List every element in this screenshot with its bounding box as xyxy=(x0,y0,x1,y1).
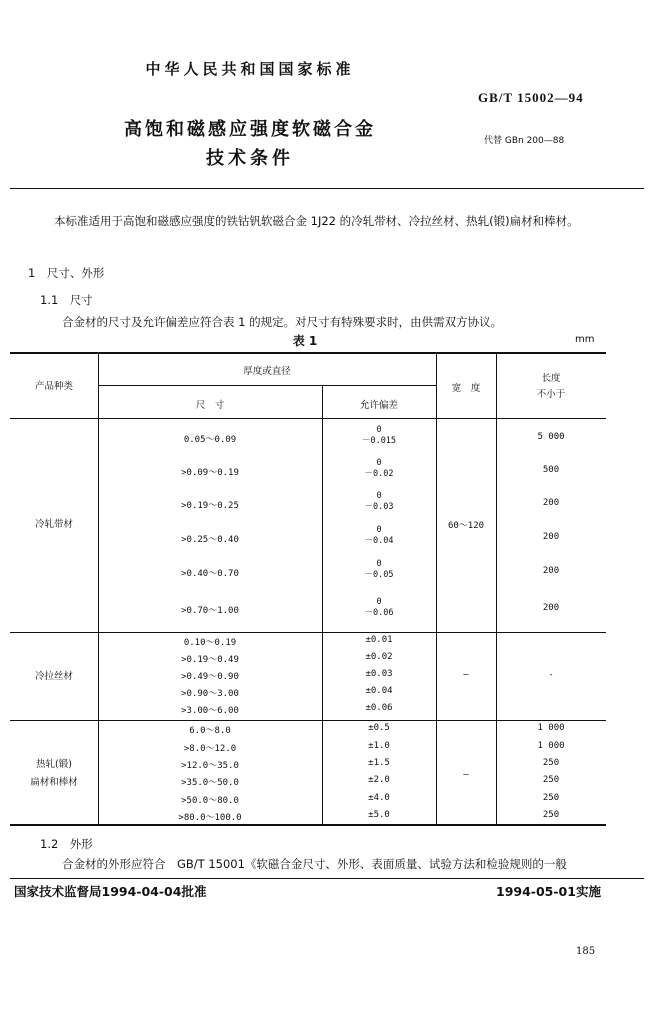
tolerance-lower: －0.05 xyxy=(364,570,394,580)
length-cell: 200 xyxy=(542,566,560,576)
size-cell: >0.09～0.19 xyxy=(181,468,239,478)
intro-paragraph: 本标准适用于高饱和磁感应强度的铁钴钒软磁合金 1J22 的冷轧带材、冷拉丝材、热轧(锻)扁材和棒材。 xyxy=(54,214,579,228)
length-cell: 5 000 xyxy=(537,432,565,442)
effective-date: 1994-05-01实施 xyxy=(496,884,601,899)
document-title-line2: 技术条件 xyxy=(206,148,294,169)
tolerance-lower: －0.03 xyxy=(364,502,394,512)
width-hot-rolled: — xyxy=(463,770,469,780)
section-1-1-text: 合金材的尺寸及允许偏差应符合表 1 的规定。对尺寸有特殊要求时，由供需双方协议。 xyxy=(62,315,503,329)
size-cell: >80.0～100.0 xyxy=(178,813,242,823)
header-product: 产品种类 xyxy=(34,381,73,392)
tolerance-cell: ±0.01 xyxy=(365,635,393,645)
section-1-2-title: 1.2 外形 xyxy=(40,837,93,851)
tolerance-lower: －0.06 xyxy=(364,608,394,618)
size-cell: >8.0～12.0 xyxy=(183,744,237,754)
footer-divider xyxy=(10,878,644,879)
table-bottom-border xyxy=(10,824,606,826)
standard-number: GB/T 15002—94 xyxy=(478,90,584,105)
tolerance-upper: 0 xyxy=(376,491,382,501)
header-width: 宽 度 xyxy=(451,383,481,394)
header-thickness-group: 厚度或直径 xyxy=(243,366,291,377)
size-cell: >0.90～3.00 xyxy=(181,689,239,699)
length-cell: 250 xyxy=(542,793,560,803)
length-cell: 200 xyxy=(542,532,560,542)
size-cell: >12.0～35.0 xyxy=(181,761,239,771)
size-cell: >0.19～0.25 xyxy=(181,501,239,511)
table-unit: mm xyxy=(575,334,595,345)
length-cell: 250 xyxy=(542,775,560,785)
tolerance-cell: ±0.06 xyxy=(365,703,393,713)
tolerance-cell: ±4.0 xyxy=(368,793,390,803)
size-cell: >0.19～0.49 xyxy=(181,655,239,665)
table-header-bottom-line xyxy=(10,418,606,419)
length-cold-drawn: - xyxy=(548,670,554,680)
tolerance-lower: －0.015 xyxy=(361,436,397,446)
size-cell: >0.25～0.40 xyxy=(181,535,239,545)
header-tolerance: 允许偏差 xyxy=(359,400,398,411)
tolerance-cell: ±0.5 xyxy=(368,723,390,733)
section-1-2-text: 合金材的外形应符合 GB/T 15001《软磁合金尺寸、外形、表面质量、试验方法和检验规则的一般 xyxy=(62,857,567,871)
size-cell: >0.40～0.70 xyxy=(181,569,239,579)
size-cell: 6.0～8.0 xyxy=(189,726,231,736)
document-title-line1: 高饱和磁感应强度软磁合金 xyxy=(124,119,376,140)
header-divider xyxy=(10,188,644,189)
category-hot-rolled-line2: 扁材和棒材 xyxy=(30,777,78,788)
size-cell: 0.05～0.09 xyxy=(183,435,237,445)
size-cell: >50.0～80.0 xyxy=(181,796,239,806)
size-cell: >0.70～1.00 xyxy=(181,606,239,616)
size-cell: >3.00～6.00 xyxy=(181,706,239,716)
tolerance-upper: 0 xyxy=(376,458,382,468)
category-cold-drawn-wire: 冷拉丝材 xyxy=(34,671,73,682)
tolerance-cell: ±2.0 xyxy=(368,775,390,785)
approval-statement: 国家技术监督局1994-04-04批准 xyxy=(14,884,207,899)
section-1-title: 1 尺寸、外形 xyxy=(28,266,105,280)
tolerance-upper: 0 xyxy=(376,559,382,569)
tolerance-lower: －0.02 xyxy=(364,469,394,479)
tolerance-lower: －0.04 xyxy=(364,536,394,546)
tolerance-cell: ±0.04 xyxy=(365,686,393,696)
tolerance-upper: 0 xyxy=(376,597,382,607)
replaces-standard: 代替 GBn 200—88 xyxy=(484,136,565,146)
tolerance-cell: ±0.03 xyxy=(365,669,393,679)
table-col-line-4 xyxy=(496,352,497,824)
width-cold-drawn: — xyxy=(463,670,469,680)
length-cell: 1 000 xyxy=(537,723,565,733)
section-1-1-title: 1.1 尺寸 xyxy=(40,293,93,307)
tolerance-cell: ±5.0 xyxy=(368,810,390,820)
length-cell: 250 xyxy=(542,810,560,820)
table-top-border xyxy=(10,352,606,354)
tolerance-cell: ±1.5 xyxy=(368,758,390,768)
tolerance-upper: 0 xyxy=(376,425,382,435)
length-cell: 1 000 xyxy=(537,741,565,751)
category-cold-rolled-strip: 冷轧带材 xyxy=(34,519,73,530)
table-header-mid-line xyxy=(98,385,436,386)
size-cell: >0.49～0.90 xyxy=(181,672,239,682)
table-group1-bottom-line xyxy=(10,632,606,633)
page-number: 185 xyxy=(576,946,596,957)
table-caption: 表 1 xyxy=(292,334,318,348)
header-size: 尺 寸 xyxy=(195,400,225,411)
table-col-line-3 xyxy=(436,352,437,824)
width-cold-rolled: 60～120 xyxy=(447,521,485,531)
header-length-line2: 不小于 xyxy=(536,389,566,400)
header-length-line1: 长度 xyxy=(541,373,561,384)
tolerance-upper: 0 xyxy=(376,525,382,535)
category-hot-rolled-line1: 热轧(锻) xyxy=(36,759,72,770)
length-cell: 200 xyxy=(542,498,560,508)
tolerance-cell: ±1.0 xyxy=(368,741,390,751)
table-group2-bottom-line xyxy=(10,720,606,721)
length-cell: 500 xyxy=(542,465,560,475)
size-cell: >35.0～50.0 xyxy=(181,778,239,788)
size-cell: 0.10～0.19 xyxy=(183,638,237,648)
length-cell: 200 xyxy=(542,603,560,613)
tolerance-cell: ±0.02 xyxy=(365,652,393,662)
length-cell: 250 xyxy=(542,758,560,768)
national-standard-heading: 中华人民共和国国家标准 xyxy=(145,60,355,78)
